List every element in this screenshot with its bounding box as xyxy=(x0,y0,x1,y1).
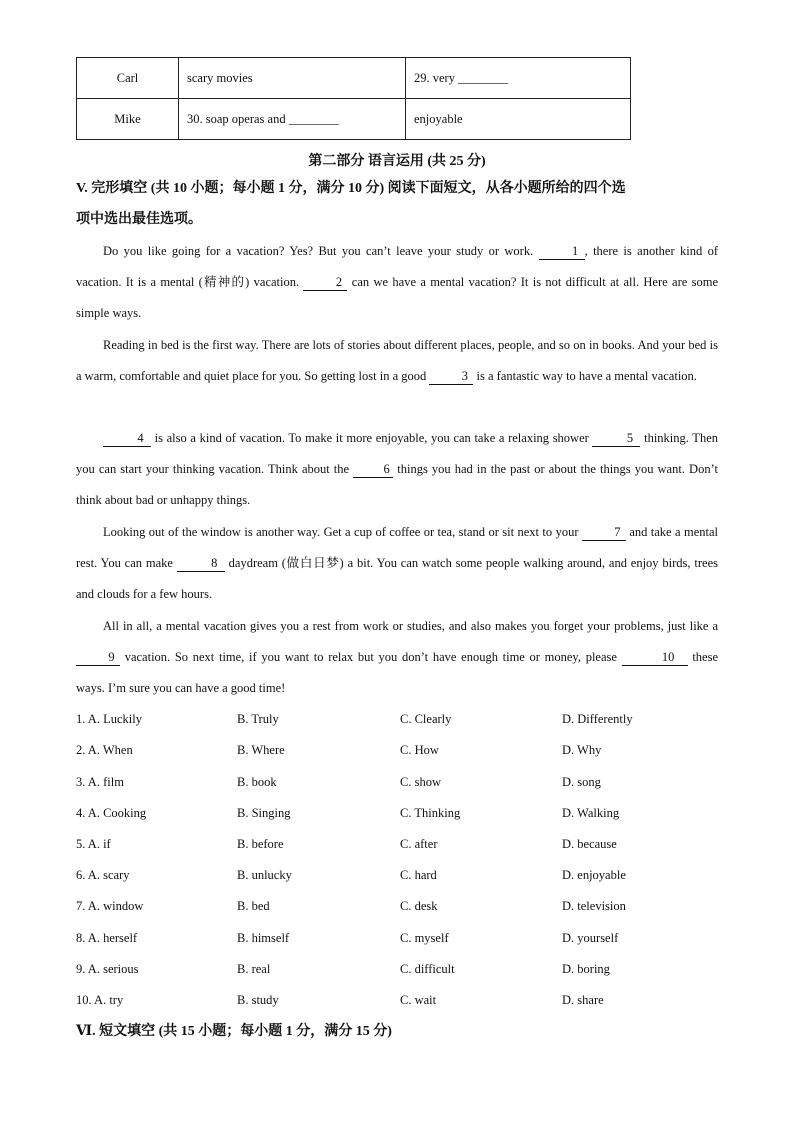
option-b: B. book xyxy=(237,775,277,789)
option-a: 2. A. When xyxy=(76,743,133,757)
option-row xyxy=(76,803,718,823)
option-a: 4. A. Cooking xyxy=(76,806,147,820)
blank-9: 9 xyxy=(76,650,120,666)
blank-8: 8 xyxy=(177,556,225,572)
table-cell-opinion: 29. very ________ xyxy=(406,58,631,99)
option-d: D. Walking xyxy=(562,806,620,820)
cloze-heading xyxy=(76,173,718,235)
paragraph-text: and take a mental rest. You can make xyxy=(76,525,718,570)
option-b: B. unlucky xyxy=(237,868,292,882)
table-cell-name: Carl xyxy=(77,58,179,99)
passage-paragraph-3 xyxy=(76,423,718,516)
option-c: C. difficult xyxy=(400,962,455,976)
option-a: 8. A. herself xyxy=(76,931,138,945)
option-d: D. Why xyxy=(562,743,602,757)
passage-paragraph-2 xyxy=(76,330,718,392)
option-d: D. enjoyable xyxy=(562,868,626,882)
table-cell-opinion: enjoyable xyxy=(406,99,631,140)
passage-paragraph-4 xyxy=(76,517,718,610)
option-b: B. himself xyxy=(237,931,290,945)
option-row xyxy=(76,834,718,854)
paragraph-text: things you had in the past or about the things you want. Don’t think about bad or unhappy things. xyxy=(76,462,718,507)
blank-7: 7 xyxy=(582,525,626,541)
option-b: B. real xyxy=(237,962,271,976)
option-b: B. Where xyxy=(237,743,285,757)
option-a: 6. A. scary xyxy=(76,868,130,882)
passage-paragraph-5 xyxy=(76,611,718,704)
paragraph-text: vacation. So next time, if you want to relax but you don’t have enough time or money, please xyxy=(120,650,622,664)
option-c: C. How xyxy=(400,743,439,757)
paragraph-text: thinking. Then you can start your thinking vacation. Think about the xyxy=(76,431,718,476)
option-row xyxy=(76,959,718,979)
option-c: C. desk xyxy=(400,899,438,913)
option-a: 5. A. if xyxy=(76,837,111,851)
option-row xyxy=(76,928,718,948)
option-row xyxy=(76,990,718,1010)
paragraph-text: can we have a mental vacation? It is not difficult at all. Here are some simple ways. xyxy=(76,275,718,320)
option-a: 3. A. film xyxy=(76,775,124,789)
table-cell-name: Mike xyxy=(77,99,179,140)
paragraph-text: Do you like going for a vacation? Yes? But you can’t leave your study or work. xyxy=(103,244,539,258)
paragraph-text: , there is another kind of vacation. It is a mental (精神的) vacation. xyxy=(76,244,718,289)
paragraph-text: Looking out of the window is another way. Get a cup of coffee or tea, stand or sit next to your xyxy=(103,525,582,539)
option-d: D. Differently xyxy=(562,712,633,726)
option-c: C. hard xyxy=(400,868,437,882)
paragraph-text: these ways. I’m sure you can have a good time! xyxy=(76,650,719,695)
option-c: C. wait xyxy=(400,993,437,1007)
paragraph-text: is a fantastic way to have a mental vacation. xyxy=(473,369,697,383)
blank-2: 2 xyxy=(303,275,347,291)
table-cell-tv: 30. soap operas and ________ xyxy=(179,99,406,140)
option-d: D. boring xyxy=(562,962,610,976)
option-row xyxy=(76,772,718,792)
option-a: 9. A. serious xyxy=(76,962,139,976)
blank-10: 10 xyxy=(622,650,688,666)
blank-6: 6 xyxy=(353,462,393,478)
option-d: D. television xyxy=(562,899,626,913)
option-row xyxy=(76,896,718,916)
blank-3: 3 xyxy=(429,369,473,385)
option-row xyxy=(76,740,718,760)
option-d: D. song xyxy=(562,775,601,789)
option-c: C. show xyxy=(400,775,441,789)
option-c: C. myself xyxy=(400,931,449,945)
paragraph-text: is also a kind of vacation. To make it more enjoyable, you can take a relaxing shower xyxy=(151,431,593,445)
option-b: B. bed xyxy=(237,899,270,913)
option-b: B. Singing xyxy=(237,806,291,820)
option-c: C. after xyxy=(400,837,438,851)
option-a: 10. A. try xyxy=(76,993,124,1007)
option-c: C. Thinking xyxy=(400,806,461,820)
cloze-heading-line1: V. 完形填空 (共 10 小题；每小题 1 分，满分 10 分) 阅读下面短文，从各小题所给的四个选 xyxy=(76,181,626,196)
option-b: B. study xyxy=(237,993,279,1007)
option-d: D. yourself xyxy=(562,931,619,945)
option-d: D. because xyxy=(562,837,617,851)
paragraph-text: daydream (做白日梦) a bit. You can watch some people walking around, and enjoy birds, trees and clouds for a few hours. xyxy=(76,556,718,601)
option-d: D. share xyxy=(562,993,604,1007)
blank-1: 1 xyxy=(539,244,585,260)
paragraph-text: All in all, a mental vacation gives you a rest from work or studies, and also makes you forget your problems, just like a xyxy=(103,619,718,633)
option-a: 7. A. window xyxy=(76,899,144,913)
section-title: 第二部分 语言运用 (共 25 分) xyxy=(308,154,486,169)
table-cell-tv: scary movies xyxy=(179,58,406,99)
blank-4: 4 xyxy=(103,431,151,447)
table-row xyxy=(77,58,631,99)
cloze-heading-line2: 项中选出最佳选项。 xyxy=(76,212,202,227)
survey-table xyxy=(76,57,631,140)
passage-paragraph-1 xyxy=(76,236,718,329)
option-a: 1. A. Luckily xyxy=(76,712,142,726)
blank-5: 5 xyxy=(592,431,640,447)
option-b: B. Truly xyxy=(237,712,279,726)
option-row xyxy=(76,709,718,729)
option-c: C. Clearly xyxy=(400,712,452,726)
table-row xyxy=(77,99,631,140)
option-row xyxy=(76,865,718,885)
fill-in-heading: Ⅵ. 短文填空 (共 15 小题；每小题 1 分，满分 15 分) xyxy=(76,1024,392,1039)
option-b: B. before xyxy=(237,837,284,851)
paragraph-text: Reading in bed is the first way. There are lots of stories about different places, people, and so on in books. And your bed is a warm, comfortable and quiet place for you. So getting lost in a good xyxy=(76,338,718,383)
